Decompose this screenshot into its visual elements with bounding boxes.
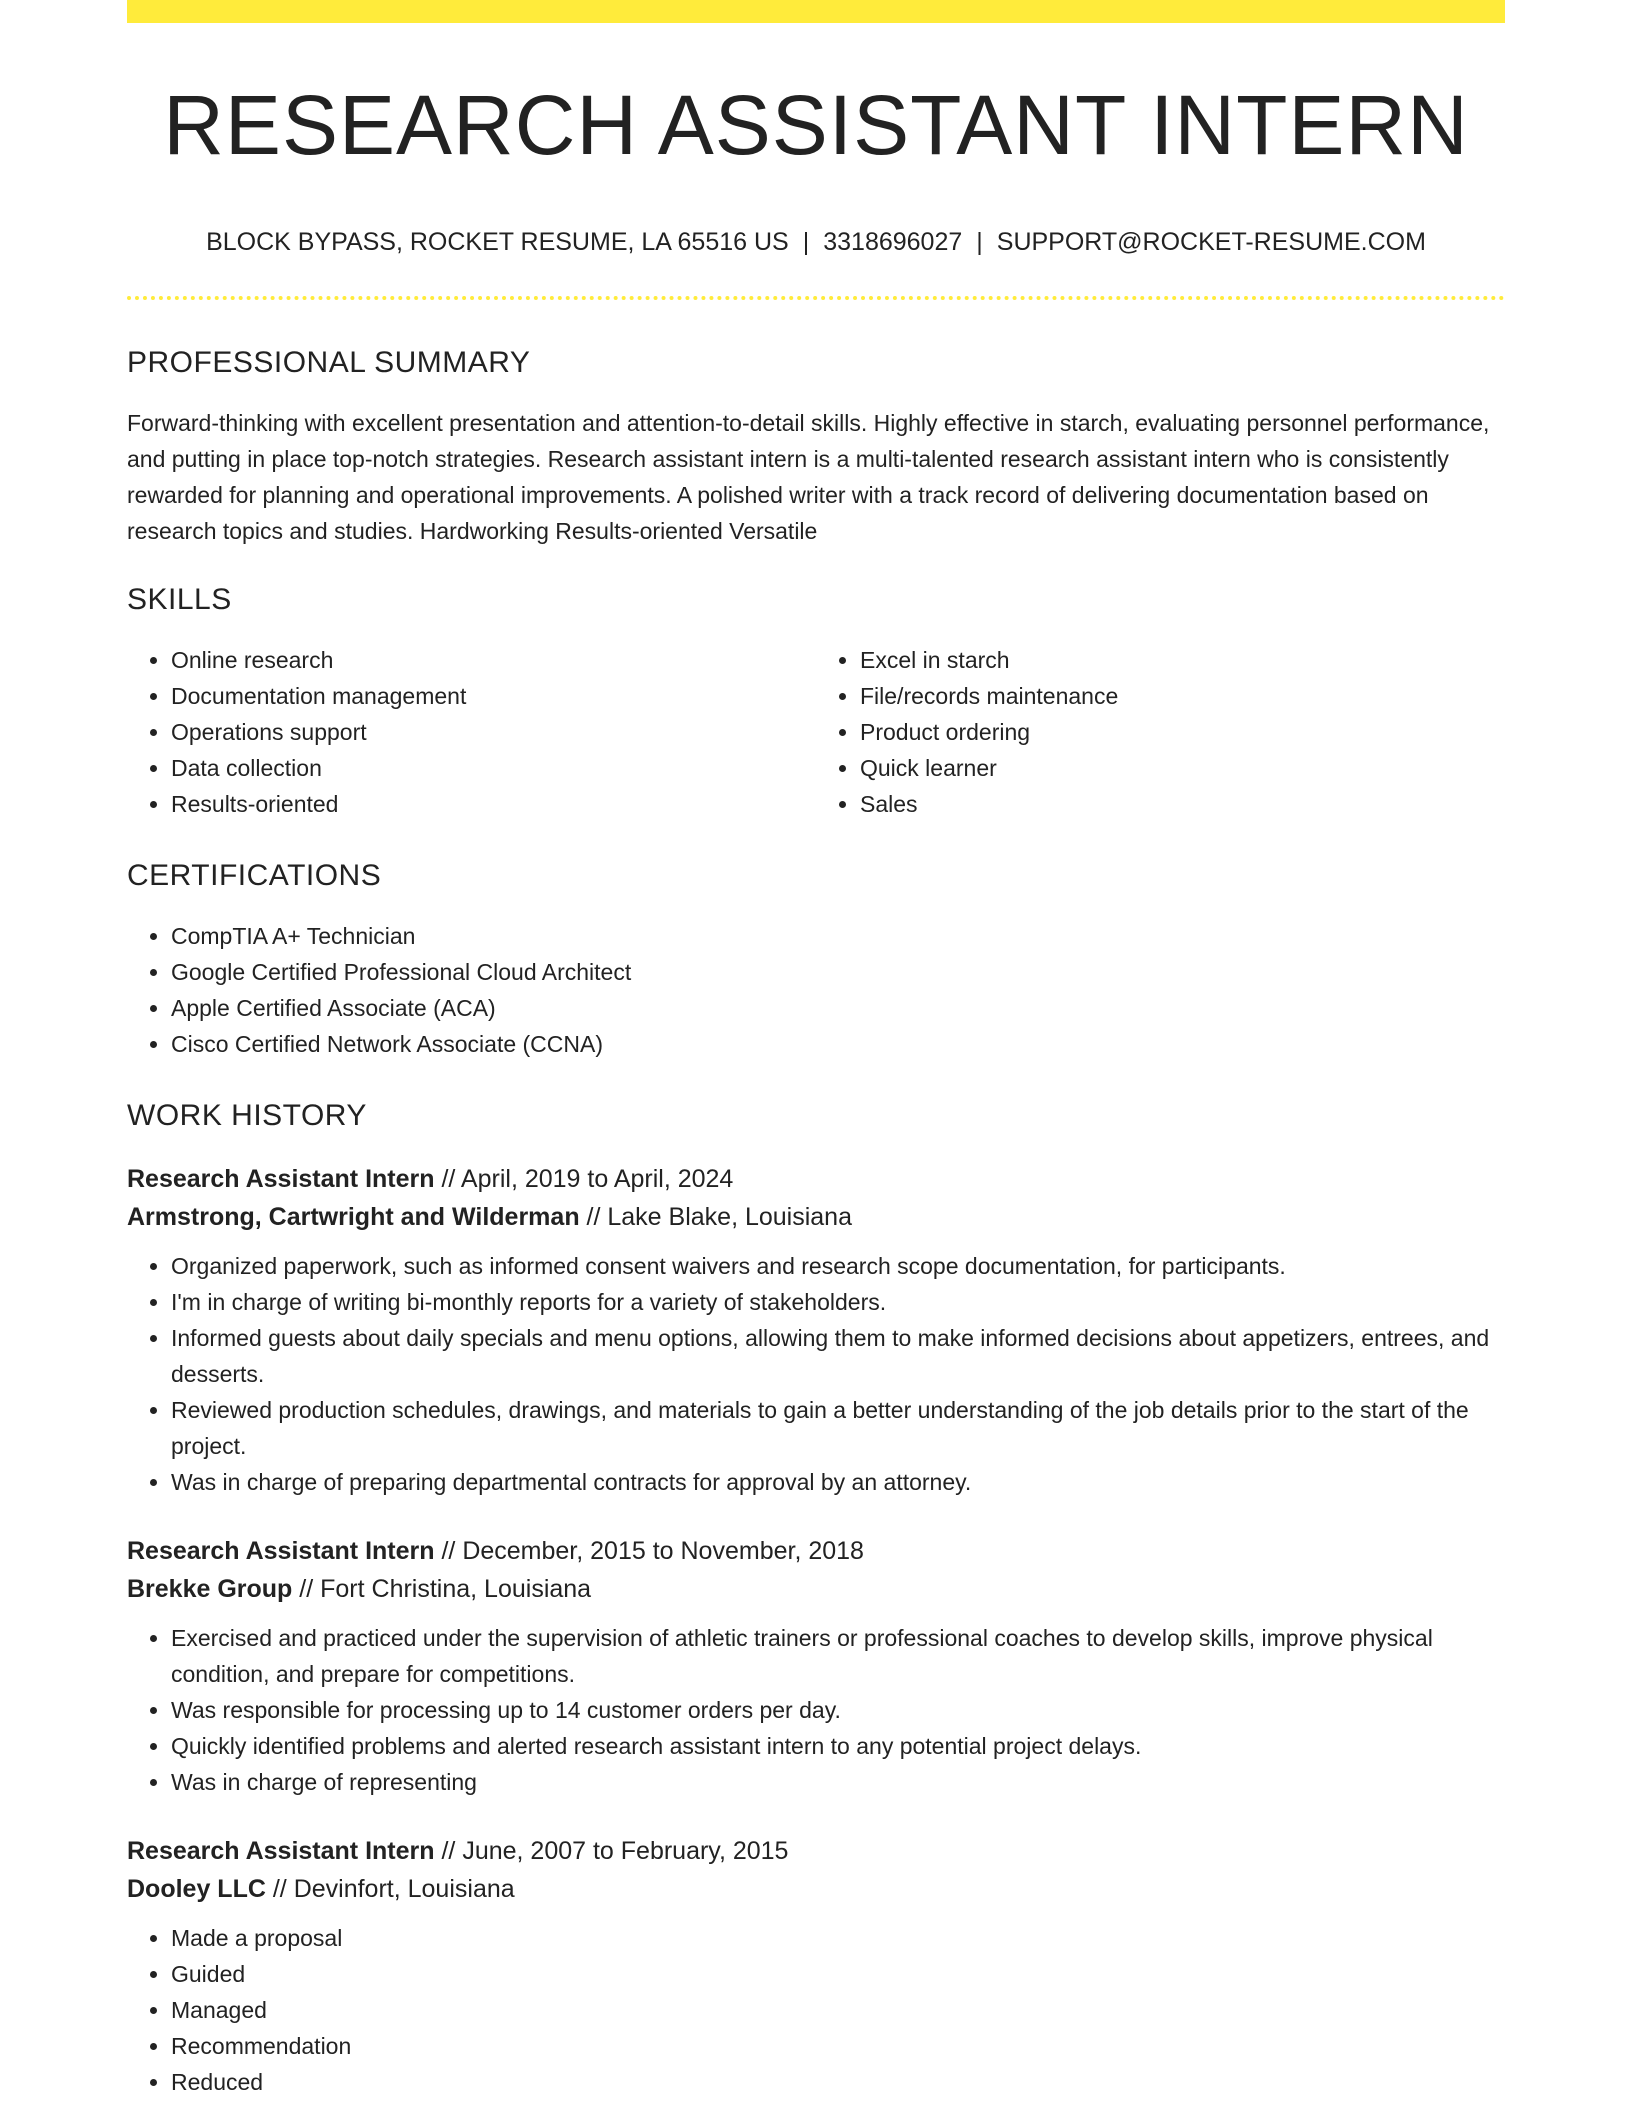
dotted-divider xyxy=(127,296,1505,300)
job-bullet: • Organized paperwork, such as informed consent waivers and research scope documentation, for participants. xyxy=(171,1248,1505,1284)
job-role: Research Assistant Intern xyxy=(127,1165,435,1193)
candidate-name: RESEARCH ASSISTANT INTERN xyxy=(163,78,1469,172)
contact-email: SUPPORT@ROCKET-RESUME.COM xyxy=(996,228,1426,256)
job-entry xyxy=(127,1832,1505,2100)
job-location: // Lake Blake, Louisiana xyxy=(579,1203,852,1231)
certification-item: • Cisco Certified Network Associate (CCNA) xyxy=(171,1026,1505,1062)
job-company: Armstrong, Cartwright and Wilderman xyxy=(127,1203,580,1231)
job-dates: // April, 2019 to April, 2024 xyxy=(434,1165,734,1193)
skill-item: • Quick learner xyxy=(860,750,1505,786)
contact-phone: 3318696027 xyxy=(823,228,963,256)
skill-item: • Data collection xyxy=(171,750,816,786)
summary-text: Forward-thinking with excellent presentation and attention-to-detail skills. Highly effective in starch, evaluating personnel performance, and putting in place top-notch strategies. Research assistant intern is a multi-talented research assistant intern who is consistently rewarded for planning and operational improvements. A polished writer with a track record of delivering documentation based on research topics and studies. Hardworking Results-oriented Versatile xyxy=(127,410,1490,544)
skills-list-left xyxy=(127,642,816,822)
contact-address: BLOCK BYPASS, ROCKET RESUME, LA 65516 US xyxy=(206,228,789,256)
section-title-certifications: CERTIFICATIONS xyxy=(127,859,382,892)
skills-list-right xyxy=(816,642,1505,822)
job-location: // Fort Christina, Louisiana xyxy=(292,1575,592,1603)
contact-separator: | xyxy=(976,228,983,256)
job-bullet: • Quickly identified problems and alerted research assistant intern to any potential project delays. xyxy=(171,1728,1505,1764)
job-entry xyxy=(127,1160,1505,1500)
job-title-line xyxy=(127,1532,1505,1570)
resume-page xyxy=(127,0,1505,2100)
contact-info xyxy=(127,227,1505,257)
job-company: Dooley LLC xyxy=(127,1875,266,1903)
job-bullet: • Reviewed production schedules, drawings, and materials to gain a better understanding of the job details prior to the start of the project. xyxy=(171,1392,1505,1464)
section-title-summary: PROFESSIONAL SUMMARY xyxy=(127,346,531,379)
job-role: Research Assistant Intern xyxy=(127,1837,435,1865)
job-location: // Devinfort, Louisiana xyxy=(265,1875,515,1903)
job-bullets xyxy=(127,1620,1505,1800)
skill-item: • Documentation management xyxy=(171,678,816,714)
job-company-line xyxy=(127,1198,1505,1236)
job-bullet: • Made a proposal xyxy=(171,1920,1505,1956)
job-bullet: • Recommendation xyxy=(171,2028,1505,2064)
job-bullets xyxy=(127,1248,1505,1500)
skill-item: • Operations support xyxy=(171,714,816,750)
job-title-line xyxy=(127,1160,1505,1198)
job-company-line xyxy=(127,1570,1505,1608)
job-bullet: • Exercised and practiced under the supervision of athletic trainers or professional coaches to develop skills, improve physical condition, and prepare for competitions. xyxy=(171,1620,1505,1692)
job-title-line xyxy=(127,1832,1505,1870)
certification-item: • Apple Certified Associate (ACA) xyxy=(171,990,1505,1026)
section-title-skills: SKILLS xyxy=(127,583,232,616)
section-title-work-history: WORK HISTORY xyxy=(127,1099,367,1132)
job-bullet: • Informed guests about daily specials and menu options, allowing them to make informed decisions about appetizers, entrees, and desserts. xyxy=(171,1320,1505,1392)
job-dates: // June, 2007 to February, 2015 xyxy=(434,1837,789,1865)
contact-separator: | xyxy=(802,228,810,256)
job-bullet: • Was in charge of representing xyxy=(171,1764,1505,1800)
job-bullets xyxy=(127,1920,1505,2100)
job-role: Research Assistant Intern xyxy=(127,1537,435,1565)
skill-item: • Results-oriented xyxy=(171,786,816,822)
job-bullet: • Managed xyxy=(171,1992,1505,2028)
skill-item: • File/records maintenance xyxy=(860,678,1505,714)
certification-item: • CompTIA A+ Technician xyxy=(171,918,1505,954)
job-bullet: • I'm in charge of writing bi-monthly reports for a variety of stakeholders. xyxy=(171,1284,1505,1320)
job-company: Brekke Group xyxy=(127,1575,293,1603)
job-bullet: • Reduced xyxy=(171,2064,1505,2100)
job-company-line xyxy=(127,1870,1505,1908)
job-bullet: • Guided xyxy=(171,1956,1505,1992)
job-bullet: • Was responsible for processing up to 14 customer orders per day. xyxy=(171,1692,1505,1728)
skills-grid xyxy=(127,642,1505,822)
skill-item: • Product ordering xyxy=(860,714,1505,750)
job-dates: // December, 2015 to November, 2018 xyxy=(434,1537,864,1565)
skill-item: • Sales xyxy=(860,786,1505,822)
job-bullet: • Was in charge of preparing departmental contracts for approval by an attorney. xyxy=(171,1464,1505,1500)
certification-item: • Google Certified Professional Cloud Architect xyxy=(171,954,1505,990)
certifications-list xyxy=(127,918,1505,1062)
job-entry xyxy=(127,1532,1505,1800)
skill-item: • Online research xyxy=(171,642,816,678)
accent-bar xyxy=(127,0,1505,23)
skill-item: • Excel in starch xyxy=(860,642,1505,678)
